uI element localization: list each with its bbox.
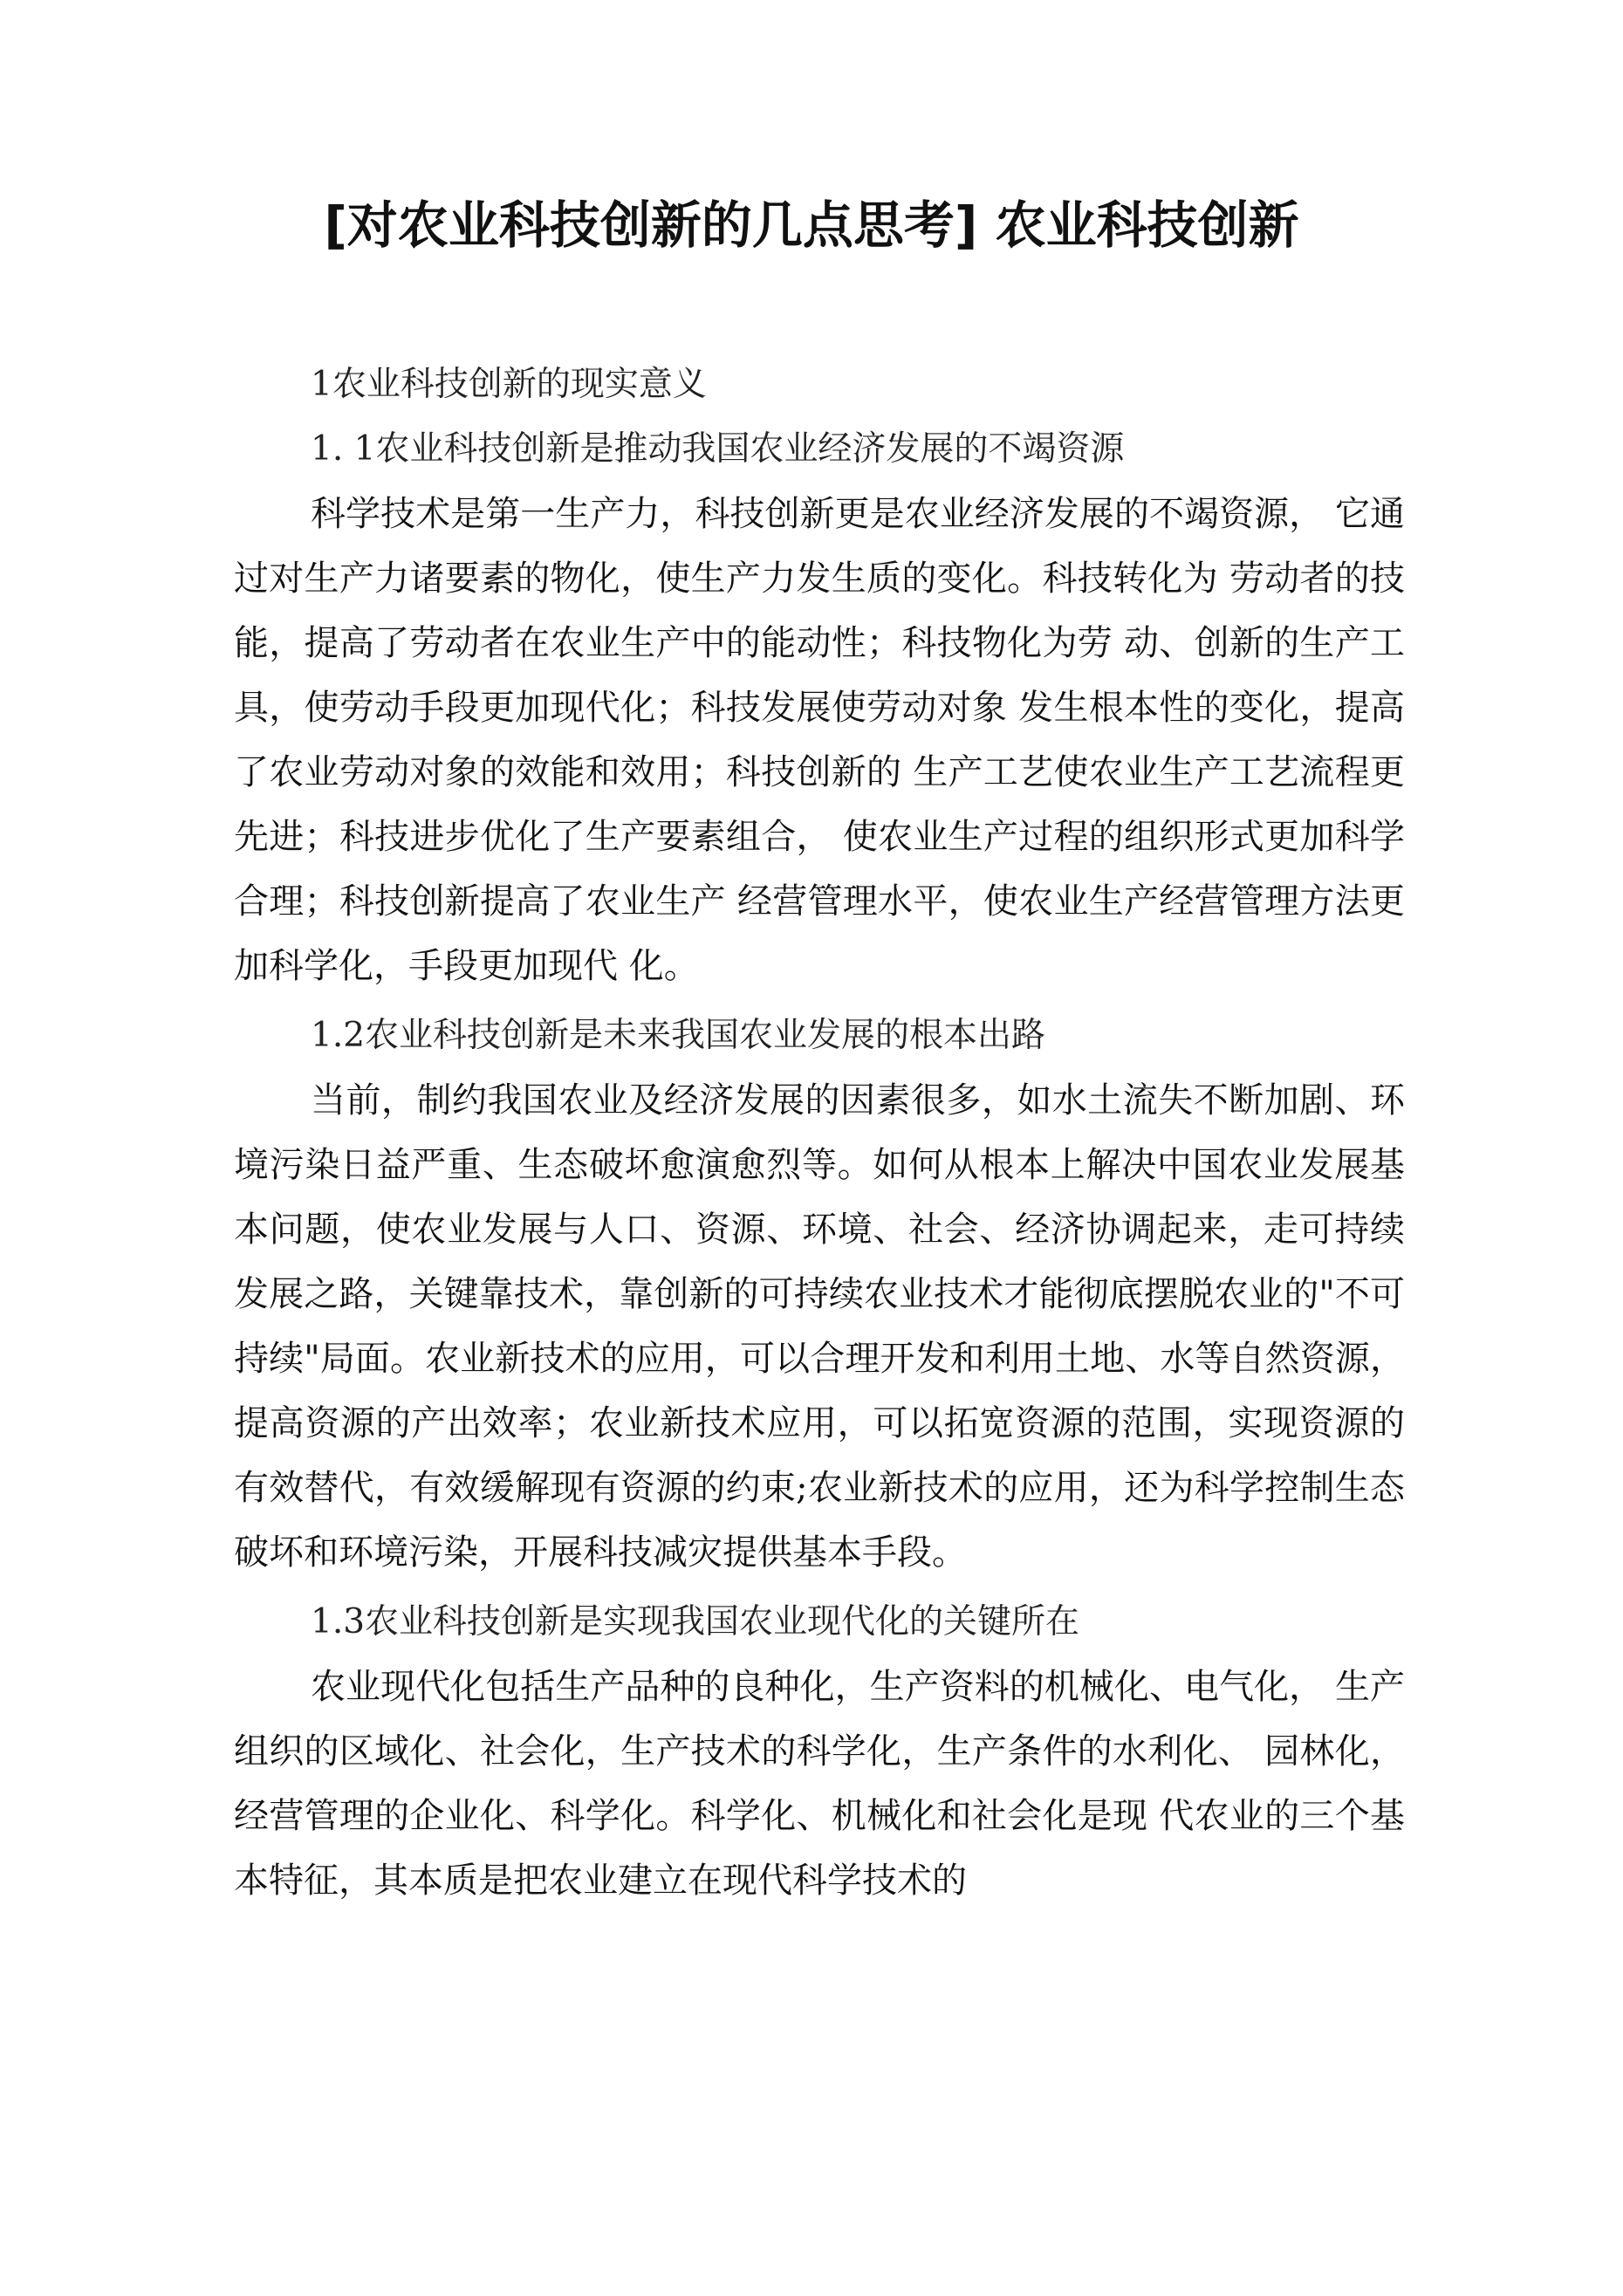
section-heading: 1.2农业科技创新是未来我国农业发展的根本出路 [311, 1016, 1046, 1055]
section-paragraph: 农业现代化包括生产品种的良种化，生产资料的机械化、电气化， 生产组织的区域化、社会化，生产技术的科学化，生产条件的水利化、 园林化，经营管理的企业化、科学化。科学化、机械化和社会化是现 代农业的三个基本特征，其本质是把农业建立在现代科学技术的 [234, 1667, 1405, 1901]
section-heading: 1. 1农业科技创新是推动我国农业经济发展的不竭资源 [311, 429, 1125, 469]
section-paragraph: 科学技术是第一生产力，科技创新更是农业经济发展的不竭资源， 它通过对生产力诸要素的物化，使生产力发生质的变化。科技转化为 劳动者的技能，提高了劳动者在农业生产中的能动性；科技物化为劳 动、创新的生产工具，使劳动手段更加现代化；科技发展使劳动对象 发生根本性的变化，提高了农业劳动对象的效能和效用；科技创新的 生产工艺使农业生产工艺流程更先进；科技进步优化了生产要素组合， 使农业生产过程的组织形式更加科学合理；科技创新提高了农业生产 经营管理水平，使农业生产经营管理方法更加科学化，手段更加现代 化。 [234, 494, 1405, 986]
document-body [234, 353, 1405, 1913]
section-paragraph: 当前，制约我国农业及经济发展的因素很多，如水土流失不断加剧、环境污染日益严重、生态破坏愈演愈烈等。如何从根本上解决中国农业发展基本问题，使农业发展与人口、资源、环境、社会、经济协调起来，走可持续发展之路，关键靠技术，靠创新的可持续农业技术才能彻底摆脱农业的"不可持续"局面。农业新技术的应用，可以合理开发和利用土地、水等自然资源，提高资源的产出效率；农业新技术应用，可以拓宽资源的范围，实现资源的有效替代，有效缓解现有资源的约束;农业新技术的应用，还为科学控制生态破坏和环境污染，开展科技减灾提供基本手段。 [234, 1080, 1405, 1573]
document-title: [对农业科技创新的几点思考] 农业科技创新 [324, 195, 1299, 255]
section-heading: 1.3农业科技创新是实现我国农业现代化的关键所在 [311, 1602, 1080, 1641]
section-heading: 1农业科技创新的现实意义 [311, 365, 707, 404]
